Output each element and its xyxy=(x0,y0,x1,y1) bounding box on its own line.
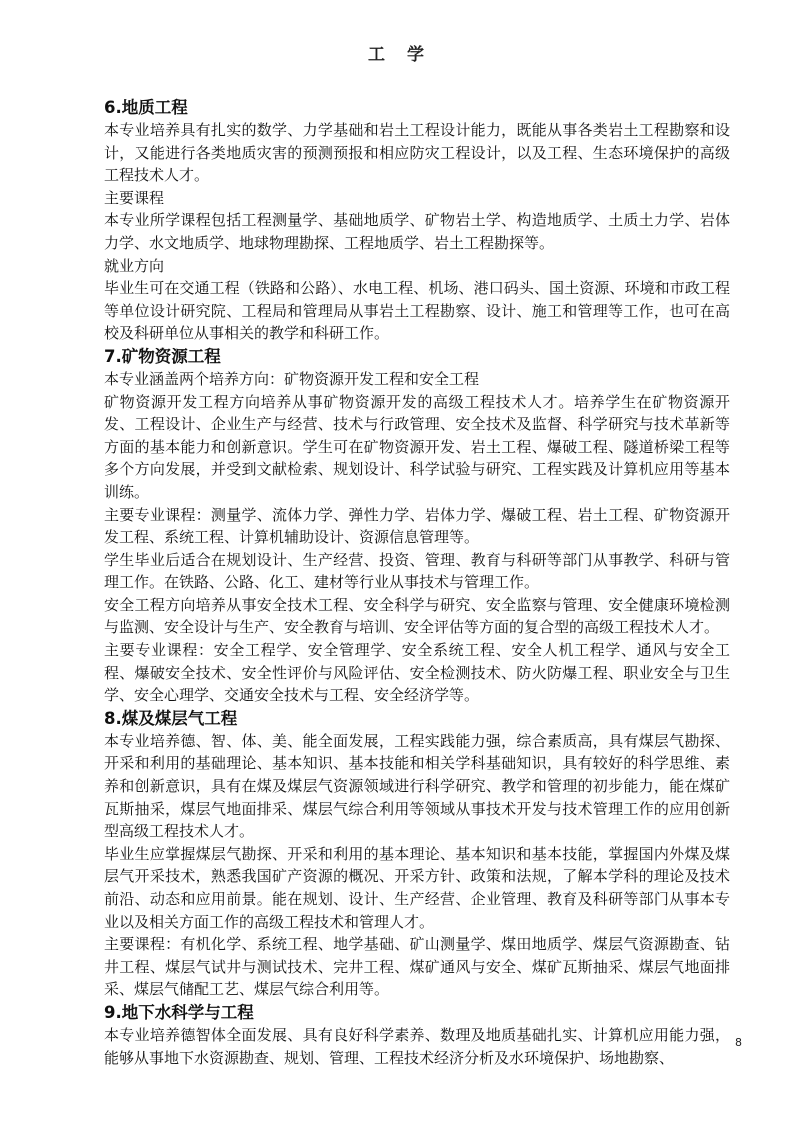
paragraph: 本专业培养德智体全面发展、具有良好科学素养、数理及地质基础扎实、计算机应用能力强，能够从事地下水资源勘查、规划、管理、工程技术经济分析及水环境保护、场地勘察、 xyxy=(104,1025,730,1067)
paragraph: 本专业涵盖两个培养方向：矿物资源开发工程和安全工程 xyxy=(104,369,480,388)
subheading: 主要课程 xyxy=(104,188,165,207)
subheading: 就业方向 xyxy=(104,256,165,275)
paragraph: 毕业生可在交通工程（铁路和公路）、水电工程、机场、港口码头、国土资源、环境和市政工程等单位设计研究院、工程局和管理局从事岩土工程勘察、设计、施工和管理等工作，也可在高校及科研单位从事相关的教学和科研工作。 xyxy=(104,279,730,343)
page-number: 8 xyxy=(735,1036,742,1049)
paragraph: 毕业生应掌握煤层气勘探、开采和利用的基本理论、基本知识和基本技能，掌握国内外煤及煤层气开采技术，熟悉我国矿产资源的概况、开采方针、政策和法规，了解本学科的理论及技术前沿、动态和应用前景。能在规划、设计、生产经营、企业管理、教育及科研等部门从事本专业以及相关方面工作的高级工程技术和管理人才。 xyxy=(104,844,730,931)
paragraph: 本专业培养具有扎实的数学、力学基础和岩土工程设计能力，既能从事各类岩土工程勘察和设计，又能进行各类地质灾害的预测预报和相应防灾工程设计，以及工程、生态环境保护的高级工程技术人才。 xyxy=(104,121,730,185)
section-title: 9.地下水科学与工程 xyxy=(104,1002,254,1022)
paragraph: 主要专业课程：安全工程学、安全管理学、安全系统工程、安全人机工程学、通风与安全工程、爆破安全技术、安全性评价与风险评估、安全检测技术、防火防爆工程、职业安全与卫生学、安全心理学、交通安全技术与工程、安全经济学等。 xyxy=(104,641,730,705)
paragraph: 主要专业课程：测量学、流体力学、弹性力学、岩体力学、爆破工程、岩土工程、矿物资源开发工程、系统工程、计算机辅助设计、资源信息管理等。 xyxy=(104,505,730,547)
paragraph: 主要课程：有机化学、系统工程、地学基础、矿山测量学、煤田地质学、煤层气资源勘查、钻井工程、煤层气试井与测试技术、完井工程、煤矿通风与安全、煤矿瓦斯抽采、煤层气地面排采、煤层气储配工艺、煤层气综合利用等。 xyxy=(104,935,730,999)
section-title: 6.地质工程 xyxy=(104,98,188,117)
section-title: 8.煤及煤层气工程 xyxy=(104,708,238,728)
section-groundwater-science-engineering xyxy=(104,1001,730,1069)
section-coal-bed-methane-engineering xyxy=(104,707,730,1001)
paragraph: 矿物资源开发工程方向培养从事矿物资源开发的高级工程技术人才。培养学生在矿物资源开发、工程设计、企业生产与经营、技术与行政管理、安全技术及监督、科学研究与技术革新等方面的基本能力和创新意识。学生可在矿物资源开发、岩土工程、爆破工程、隧道桥梁工程等多个方向发展，并受到文献检索、规划设计、科学试验与研究、工程实践及计算机应用等基本训练。 xyxy=(104,392,730,501)
document-body xyxy=(104,96,730,1069)
paragraph: 本专业所学课程包括工程测量学、基础地质学、矿物岩土学、构造地质学、土质土力学、岩体力学、水文地质学、地球物理勘探、工程地质学、岩土工程勘探等。 xyxy=(104,211,730,252)
paragraph: 安全工程方向培养从事安全技术工程、安全科学与研究、安全监察与管理、安全健康环境检测与监测、安全设计与生产、安全教育与培训、安全评估等方面的复合型的高级工程技术人才。 xyxy=(104,595,730,637)
paragraph: 本专业培养德、智、体、美、能全面发展，工程实践能力强，综合素质高，具有煤层气勘探、开采和利用的基础理论、基本知识、基本技能和相关学科基础知识，具有较好的科学思维、素养和创新意识，具有在煤及煤层气资源领域进行科学研究、教学和管理的初步能力，能在煤矿瓦斯抽采，煤层气地面排采、煤层气综合利用等领域从事技术开发与技术管理工作的应用创新型高级工程技术人才。 xyxy=(104,731,730,841)
section-title: 7.矿物资源工程 xyxy=(104,346,221,366)
section-mineral-resources-engineering xyxy=(104,345,730,707)
section-geological-engineering xyxy=(104,96,730,345)
paragraph: 学生毕业后适合在规划设计、生产经营、投资、管理、教育与科研等部门从事教学、科研与管理工作。在铁路、公路、化工、建材等行业从事技术与管理工作。 xyxy=(104,550,730,592)
page-header: 工 学 xyxy=(368,45,432,65)
